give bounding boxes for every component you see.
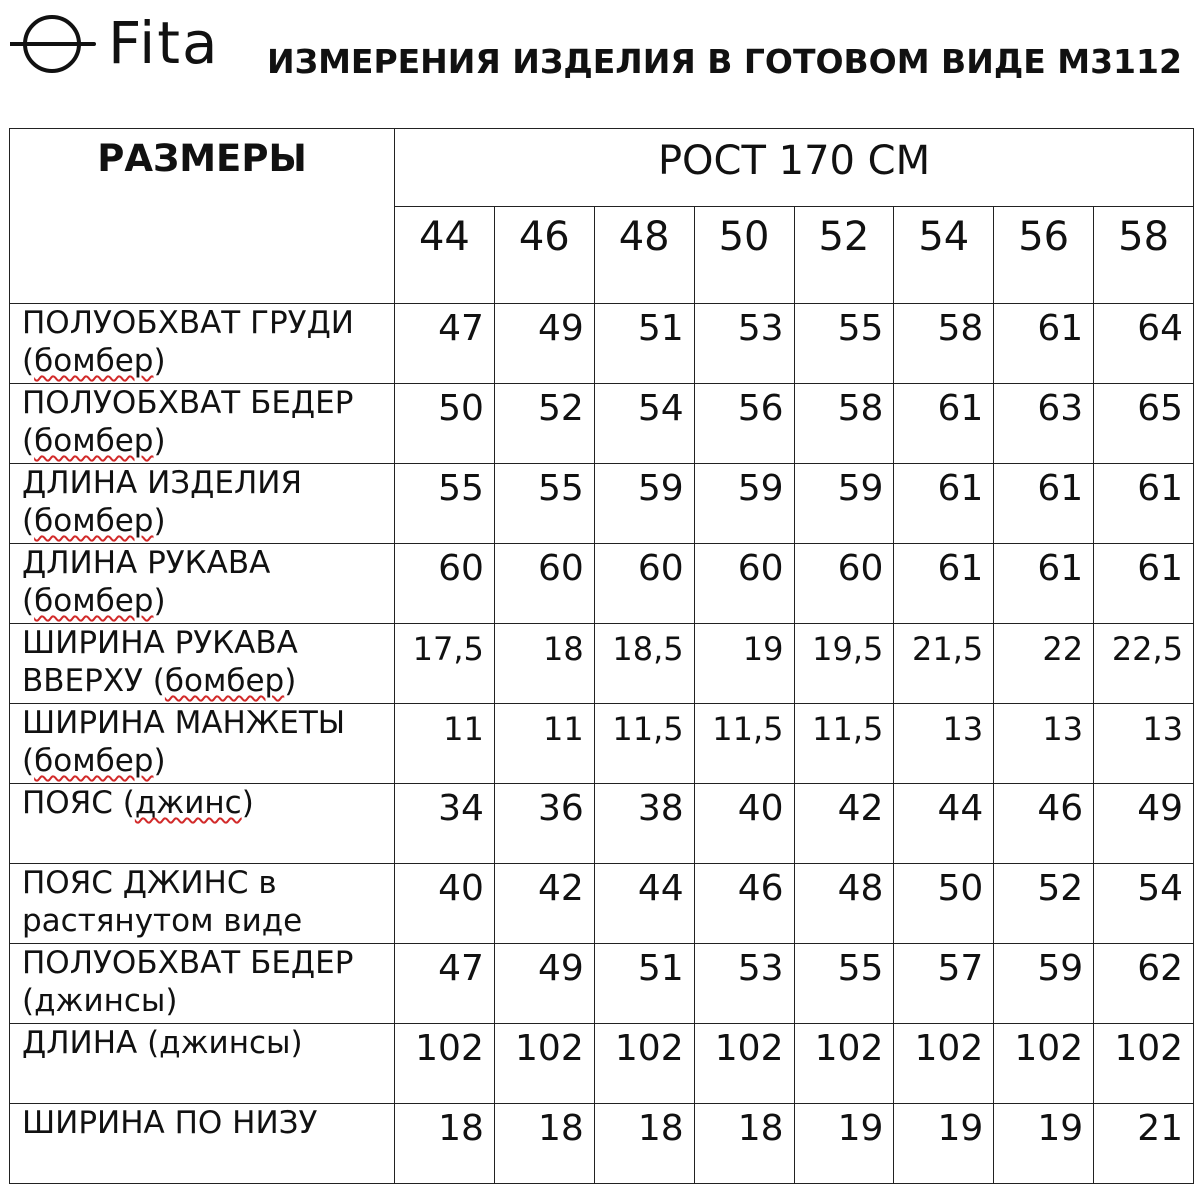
fita-theta-logo-icon	[8, 8, 104, 80]
measurement-value: 55	[837, 948, 884, 989]
label-fragment: ПОЯС (	[22, 785, 135, 821]
measurement-value: 51	[637, 948, 684, 989]
measurement-value: 50	[438, 388, 484, 429]
spellcheck-word: бомбер	[164, 663, 285, 699]
measurement-value-cell	[794, 384, 894, 464]
measurement-value-cell	[994, 704, 1094, 784]
measurement-value-cell	[395, 864, 495, 944]
measurement-value-cell	[794, 704, 894, 784]
measurement-value-cell	[1094, 384, 1194, 464]
measurement-value-cell	[894, 384, 994, 464]
measurement-value: 22	[1042, 630, 1084, 668]
measurement-label-line-1: ДЛИНА ИЗДЕЛИЯ	[22, 465, 302, 501]
measurement-value: 13	[1042, 710, 1084, 748]
size-label: 50	[718, 213, 770, 260]
measurement-value: 44	[637, 868, 684, 909]
measurement-value: 65	[1137, 388, 1184, 429]
measurement-value-cell	[894, 304, 994, 384]
measurement-value-cell	[1094, 304, 1194, 384]
measurement-value: 102	[1014, 1028, 1084, 1069]
measurement-value-cell	[494, 864, 594, 944]
measurement-value: 38	[637, 788, 684, 829]
measurement-value-cell	[594, 1104, 694, 1184]
measurement-value-cell	[894, 784, 994, 864]
label-fragment: (	[22, 743, 35, 779]
size-label: 54	[918, 213, 970, 260]
table-row	[10, 624, 1194, 704]
measurement-value-cell	[894, 944, 994, 1024]
measurement-value-cell	[1094, 784, 1194, 864]
measurement-value-cell	[994, 864, 1094, 944]
measurement-label-cell	[10, 464, 395, 544]
measurement-value: 11	[443, 710, 484, 748]
measurement-value: 11,5	[812, 710, 884, 748]
size-label: 58	[1118, 213, 1170, 260]
measurement-label-line-1: ШИРИНА ПО НИЗУ	[22, 1105, 318, 1141]
measurement-label-line-2	[22, 742, 394, 780]
size-label: 46	[518, 213, 570, 260]
measurement-label-line-1: ПОЛУОБХВАТ ГРУДИ	[22, 305, 354, 341]
measurement-value: 102	[814, 1028, 884, 1069]
measurement-value-cell	[894, 704, 994, 784]
measurement-label-line-2	[22, 342, 394, 380]
spellcheck-word: бомбер	[34, 743, 154, 779]
measurement-value: 47	[438, 308, 484, 349]
measurement-label-line-2: (джинсы)	[22, 983, 178, 1019]
measurement-label-cell	[10, 864, 395, 944]
measurement-value-cell	[994, 384, 1094, 464]
measurement-value-cell	[1094, 1104, 1194, 1184]
measurement-value: 64	[1137, 308, 1184, 349]
measurement-value-cell	[494, 1104, 594, 1184]
table-row	[10, 944, 1194, 1024]
measurement-value: 49	[537, 308, 584, 349]
measurement-label-line-1: ДЛИНА РУКАВА	[22, 545, 271, 581]
measurement-value-cell	[994, 1104, 1094, 1184]
measurement-value-cell	[694, 944, 794, 1024]
label-fragment: (	[22, 503, 35, 539]
measurement-value: 102	[415, 1028, 484, 1069]
measurement-value: 60	[837, 548, 884, 589]
measurement-value-cell	[994, 464, 1094, 544]
measurement-label-cell	[10, 944, 395, 1024]
size-label: 48	[618, 213, 670, 260]
measurement-value-cell	[994, 624, 1094, 704]
measurement-label-cell	[10, 704, 395, 784]
measurement-value-cell	[494, 464, 594, 544]
measurement-value-cell	[395, 1104, 495, 1184]
measurement-value: 60	[737, 548, 784, 589]
measurement-value-cell	[594, 784, 694, 864]
measurement-value-cell	[395, 1024, 495, 1104]
measurement-value: 11,5	[712, 710, 784, 748]
measurement-value-cell	[694, 384, 794, 464]
measurement-value: 56	[737, 388, 784, 429]
measurement-value: 49	[1137, 788, 1184, 829]
measurement-value: 19	[1037, 1108, 1084, 1149]
measurement-value: 62	[1137, 948, 1184, 989]
measurement-value: 19	[937, 1108, 984, 1149]
sizes-heading: РАЗМЕРЫ	[97, 137, 307, 180]
measurement-value-cell	[395, 624, 495, 704]
measurement-value-cell	[894, 1104, 994, 1184]
measurement-value: 19	[742, 630, 784, 668]
spellcheck-word: бомбер	[34, 503, 154, 539]
measurement-value: 102	[914, 1028, 984, 1069]
measurement-label-line-2	[22, 662, 394, 700]
measurement-value-cell	[694, 864, 794, 944]
measurement-label-line-2	[22, 422, 394, 460]
measurement-label-cell	[10, 1024, 395, 1104]
measurement-value: 61	[1137, 548, 1184, 589]
measurement-value: 13	[1142, 710, 1184, 748]
measurement-value: 36	[537, 788, 584, 829]
table-row	[10, 544, 1194, 624]
measurement-label-line-1: ДЛИНА (джинсы)	[22, 1025, 303, 1061]
measurement-value: 47	[438, 948, 484, 989]
measurement-value-cell	[694, 544, 794, 624]
measurement-value: 21,5	[912, 630, 984, 668]
measurement-value-cell	[594, 544, 694, 624]
measurement-value: 50	[937, 868, 984, 909]
document-header	[0, 0, 1200, 128]
size-header-cell	[395, 206, 495, 303]
spellcheck-word: бомбер	[34, 343, 154, 379]
measurement-value: 61	[937, 468, 984, 509]
measurement-value: 54	[1137, 868, 1184, 909]
label-fragment: )	[153, 503, 166, 539]
measurement-label-cell	[10, 624, 395, 704]
measurement-value: 58	[837, 388, 884, 429]
measurement-value: 46	[737, 868, 784, 909]
measurement-value-cell	[494, 624, 594, 704]
measurement-value: 53	[737, 948, 784, 989]
measurement-value: 61	[1137, 468, 1184, 509]
measurement-value: 102	[714, 1028, 784, 1069]
label-fragment: )	[241, 785, 254, 821]
size-label: 56	[1018, 213, 1070, 260]
table-row	[10, 1104, 1194, 1184]
measurement-value-cell	[1094, 464, 1194, 544]
measurement-label-cell	[10, 784, 395, 864]
measurement-value: 40	[438, 868, 484, 909]
measurement-value: 60	[537, 548, 584, 589]
measurement-value-cell	[694, 784, 794, 864]
measurement-value: 61	[1037, 468, 1084, 509]
label-fragment: (	[22, 343, 35, 379]
measurement-value-cell	[694, 304, 794, 384]
measurement-value: 49	[537, 948, 584, 989]
measurement-value: 59	[637, 468, 684, 509]
table-row	[10, 1024, 1194, 1104]
measurement-value-cell	[395, 704, 495, 784]
measurement-value: 58	[937, 308, 984, 349]
table-row	[10, 384, 1194, 464]
measurement-value-cell	[494, 944, 594, 1024]
measurement-label-line-2	[22, 582, 394, 620]
measurement-value: 60	[438, 548, 484, 589]
measurement-value-cell	[994, 1024, 1094, 1104]
spellcheck-word: бомбер	[34, 583, 154, 619]
measurement-value: 57	[937, 948, 984, 989]
size-label: 44	[418, 213, 470, 260]
measurement-value-cell	[395, 464, 495, 544]
label-fragment: )	[284, 663, 297, 699]
measurement-value: 59	[737, 468, 784, 509]
spellcheck-word: бомбер	[34, 423, 154, 459]
measurement-value-cell	[994, 784, 1094, 864]
size-label: 52	[818, 213, 870, 260]
measurement-label-cell	[10, 304, 395, 384]
measurement-value-cell	[1094, 704, 1194, 784]
measurement-value-cell	[794, 304, 894, 384]
measurement-label-line-2: растянутом виде	[22, 903, 303, 939]
table-row	[10, 864, 1194, 944]
measurement-value: 61	[1037, 308, 1084, 349]
measurement-value-cell	[494, 784, 594, 864]
measurement-value: 102	[614, 1028, 684, 1069]
measurement-value-cell	[594, 624, 694, 704]
measurement-value-cell	[694, 704, 794, 784]
size-header-cell	[794, 206, 894, 303]
measurement-value-cell	[1094, 864, 1194, 944]
table-row	[10, 464, 1194, 544]
measurement-value: 34	[438, 788, 484, 829]
measurement-value-cell	[494, 384, 594, 464]
size-header-cell	[494, 206, 594, 303]
measurement-value: 21	[1137, 1108, 1184, 1149]
measurement-value: 59	[837, 468, 884, 509]
measurement-label-cell	[10, 384, 395, 464]
measurement-value: 44	[937, 788, 984, 829]
measurement-value: 55	[837, 308, 884, 349]
measurement-value-cell	[794, 464, 894, 544]
measurement-value-cell	[594, 1024, 694, 1104]
measurement-value: 46	[1037, 788, 1084, 829]
measurement-value-cell	[1094, 1024, 1194, 1104]
brand-logo	[8, 8, 230, 80]
measurement-value: 102	[1114, 1028, 1184, 1069]
measurement-value-cell	[794, 1024, 894, 1104]
measurement-value: 18	[737, 1108, 784, 1149]
measurement-value-cell	[994, 544, 1094, 624]
measurement-label-line-1: ПОЛУОБХВАТ БЕДЕР	[22, 385, 354, 421]
label-fragment: )	[153, 343, 166, 379]
measurement-value: 42	[837, 788, 884, 829]
measurement-value: 102	[515, 1028, 584, 1069]
measurement-value: 54	[637, 388, 684, 429]
label-fragment: (	[22, 583, 35, 619]
measurement-value: 18	[438, 1108, 484, 1149]
size-header-cell	[894, 206, 994, 303]
size-header-cell	[694, 206, 794, 303]
height-heading: РОСТ 170 СМ	[657, 138, 931, 184]
measurement-value-cell	[994, 944, 1094, 1024]
measurement-value-cell	[1094, 544, 1194, 624]
measurement-value: 52	[537, 388, 584, 429]
measurement-value-cell	[894, 464, 994, 544]
size-header-cell	[1094, 206, 1194, 303]
measurement-value-cell	[694, 624, 794, 704]
measurement-value: 61	[937, 548, 984, 589]
measurement-value: 22,5	[1111, 630, 1184, 668]
measurement-label-cell	[10, 1104, 395, 1184]
measurement-value-cell	[794, 864, 894, 944]
measurement-value-cell	[395, 944, 495, 1024]
measurement-value-cell	[994, 304, 1094, 384]
measurement-value: 52	[1037, 868, 1084, 909]
measurement-value-cell	[694, 1104, 794, 1184]
size-header-cell	[594, 206, 694, 303]
measurement-value: 63	[1037, 388, 1084, 429]
measurement-value-cell	[894, 1024, 994, 1104]
measurement-value-cell	[794, 944, 894, 1024]
spellcheck-word: джинс	[134, 785, 242, 821]
measurement-value-cell	[494, 1024, 594, 1104]
table-row	[10, 784, 1194, 864]
measurement-value-cell	[494, 544, 594, 624]
measurement-label-cell	[10, 544, 395, 624]
table-row	[10, 304, 1194, 384]
measurement-label-line-1: ШИРИНА МАНЖЕТЫ	[22, 705, 346, 741]
table-row	[10, 704, 1194, 784]
measurement-value: 11,5	[612, 710, 684, 748]
measurement-value: 19	[837, 1108, 884, 1149]
measurement-value-cell	[395, 384, 495, 464]
document-title: ИЗМЕРЕНИЯ ИЗДЕЛИЯ В ГОТОВОМ ВИДЕ M3112	[267, 42, 1182, 81]
label-fragment: )	[153, 423, 166, 459]
label-fragment: )	[153, 583, 166, 619]
measurement-value: 61	[937, 388, 984, 429]
measurement-value-cell	[794, 784, 894, 864]
measurement-value-cell	[494, 304, 594, 384]
size-measurement-table	[9, 128, 1194, 1184]
measurement-value: 60	[637, 548, 684, 589]
measurement-value-cell	[594, 464, 694, 544]
measurement-value: 53	[737, 308, 784, 349]
measurement-value-cell	[794, 1104, 894, 1184]
measurement-value: 61	[1037, 548, 1084, 589]
measurement-value: 40	[737, 788, 784, 829]
measurement-value-cell	[594, 384, 694, 464]
measurement-value: 42	[537, 868, 584, 909]
measurement-value-cell	[395, 784, 495, 864]
measurement-value: 48	[837, 868, 884, 909]
measurement-label-line-1: ПОЯС ДЖИНС в	[22, 865, 277, 901]
measurement-value: 55	[537, 468, 584, 509]
label-fragment: (	[22, 423, 35, 459]
measurement-value: 19,5	[812, 630, 884, 668]
measurement-value: 17,5	[412, 630, 484, 668]
measurement-value-cell	[694, 464, 794, 544]
measurement-value-cell	[894, 544, 994, 624]
measurement-value-cell	[1094, 944, 1194, 1024]
measurement-value: 18,5	[612, 630, 684, 668]
measurement-value-cell	[1094, 624, 1194, 704]
measurement-value-cell	[894, 864, 994, 944]
measurement-value: 18	[543, 630, 584, 668]
measurement-value-cell	[594, 944, 694, 1024]
measurement-value: 51	[637, 308, 684, 349]
measurement-value: 55	[438, 468, 484, 509]
measurement-value: 18	[537, 1108, 584, 1149]
corner-cell	[10, 129, 395, 304]
table-header-row-height	[10, 129, 1194, 207]
height-header-cell	[395, 129, 1194, 207]
measurement-value-cell	[794, 544, 894, 624]
measurement-value-cell	[594, 704, 694, 784]
measurement-label-line-1: ШИРИНА РУКАВА	[22, 625, 298, 661]
measurement-value-cell	[594, 864, 694, 944]
measurement-value-cell	[494, 704, 594, 784]
measurement-value-cell	[594, 304, 694, 384]
measurement-label-line-1: ПОЛУОБХВАТ БЕДЕР	[22, 945, 354, 981]
brand-name: Fita	[108, 9, 220, 77]
size-header-cell	[994, 206, 1094, 303]
label-fragment: ВВЕРХУ (	[22, 663, 165, 699]
measurement-value-cell	[794, 624, 894, 704]
measurement-value-cell	[694, 1024, 794, 1104]
measurement-value-cell	[395, 304, 495, 384]
label-fragment: )	[153, 743, 166, 779]
measurement-value: 59	[1037, 948, 1084, 989]
measurement-value-cell	[894, 624, 994, 704]
measurement-label-line-1	[22, 784, 394, 822]
measurement-value-cell	[395, 544, 495, 624]
measurement-value: 11	[543, 710, 584, 748]
measurement-value: 18	[637, 1108, 684, 1149]
measurement-value: 13	[942, 710, 984, 748]
measurement-label-line-2	[22, 502, 394, 540]
